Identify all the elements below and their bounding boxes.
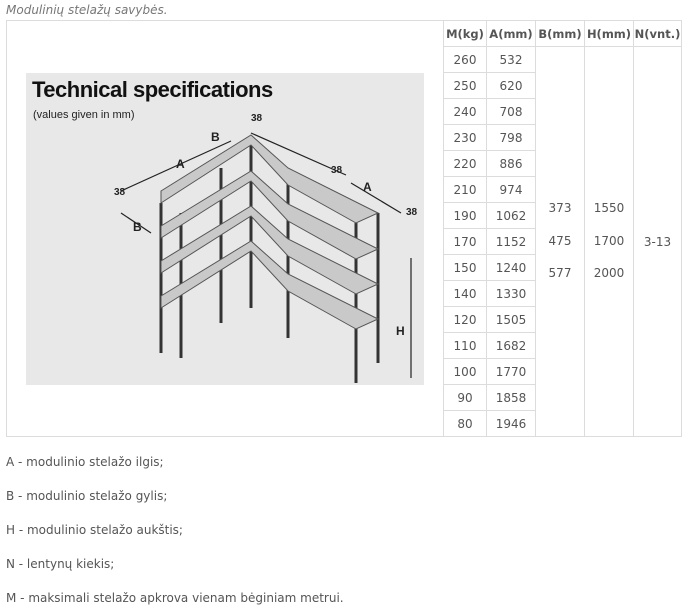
header-h: H(mm) (585, 21, 634, 47)
figure-subtitle: (values given in mm) (33, 108, 135, 121)
cell-m: 150 (444, 255, 487, 281)
cell-a: 620 (487, 73, 536, 99)
cell-a: 532 (487, 47, 536, 73)
legend-b: B - modulinio stelažo gylis; (6, 489, 168, 503)
header-row (7, 21, 682, 47)
cell-a: 1770 (487, 359, 536, 385)
cell-m: 80 (444, 411, 487, 437)
b-value: 373 (548, 201, 572, 216)
cell-h-values (585, 47, 634, 437)
legend-h: H - modulinio stelažo aukštis; (6, 523, 183, 537)
legend-n: N - lentynų kiekis; (6, 557, 115, 571)
cell-a: 708 (487, 99, 536, 125)
cell-a: 1682 (487, 333, 536, 359)
cell-m: 210 (444, 177, 487, 203)
cell-m: 90 (444, 385, 487, 411)
header-n: N(vnt.) (634, 21, 682, 47)
h-value: 2000 (593, 266, 625, 281)
dim-label-38-c: 38 (331, 164, 343, 176)
cell-m: 250 (444, 73, 487, 99)
cell-a: 798 (487, 125, 536, 151)
cell-a: 1062 (487, 203, 536, 229)
dim-label-38-b: 38 (251, 112, 263, 124)
dim-label-38-a: 38 (114, 186, 126, 198)
figure-cell (7, 21, 444, 437)
figure-title: Technical specifications (32, 76, 273, 102)
cell-m: 120 (444, 307, 487, 333)
caption: Modulinių stelažų savybės. (6, 3, 168, 17)
legend-a: A - modulinio stelažo ilgis; (6, 455, 164, 469)
cell-m: 230 (444, 125, 487, 151)
h-value: 1700 (593, 233, 625, 248)
cell-a: 1505 (487, 307, 536, 333)
cell-m: 220 (444, 151, 487, 177)
cell-a: 1946 (487, 411, 536, 437)
dim-label-38-d: 38 (406, 206, 418, 218)
cell-a: 1240 (487, 255, 536, 281)
dim-label-b: B (133, 219, 142, 234)
header-m: M(kg) (444, 21, 487, 47)
h-value: 1550 (593, 201, 625, 216)
header-a: A(mm) (487, 21, 536, 47)
b-value: 577 (548, 266, 572, 281)
cell-a: 1330 (487, 281, 536, 307)
cell-m: 260 (444, 47, 487, 73)
cell-a: 1152 (487, 229, 536, 255)
cell-n-value: 3-13 (634, 47, 682, 437)
b-value: 475 (548, 233, 572, 248)
cell-a: 974 (487, 177, 536, 203)
spec-table (6, 20, 682, 437)
header-b: B(mm) (536, 21, 585, 47)
cell-m: 240 (444, 99, 487, 125)
spec-figure (26, 73, 424, 385)
cell-m: 170 (444, 229, 487, 255)
cell-b-values (536, 47, 585, 437)
cell-a: 1858 (487, 385, 536, 411)
dim-label-a2: A (363, 179, 372, 194)
dim-label-h: H (396, 323, 405, 338)
cell-m: 110 (444, 333, 487, 359)
legend-m: M - maksimali stelažo apkrova vienam bėginiam metrui. (6, 591, 344, 605)
cell-m: 140 (444, 281, 487, 307)
dim-label-b2: B (211, 129, 220, 144)
cell-m: 190 (444, 203, 487, 229)
dim-label-a: A (176, 156, 185, 171)
cell-a: 886 (487, 151, 536, 177)
cell-m: 100 (444, 359, 487, 385)
